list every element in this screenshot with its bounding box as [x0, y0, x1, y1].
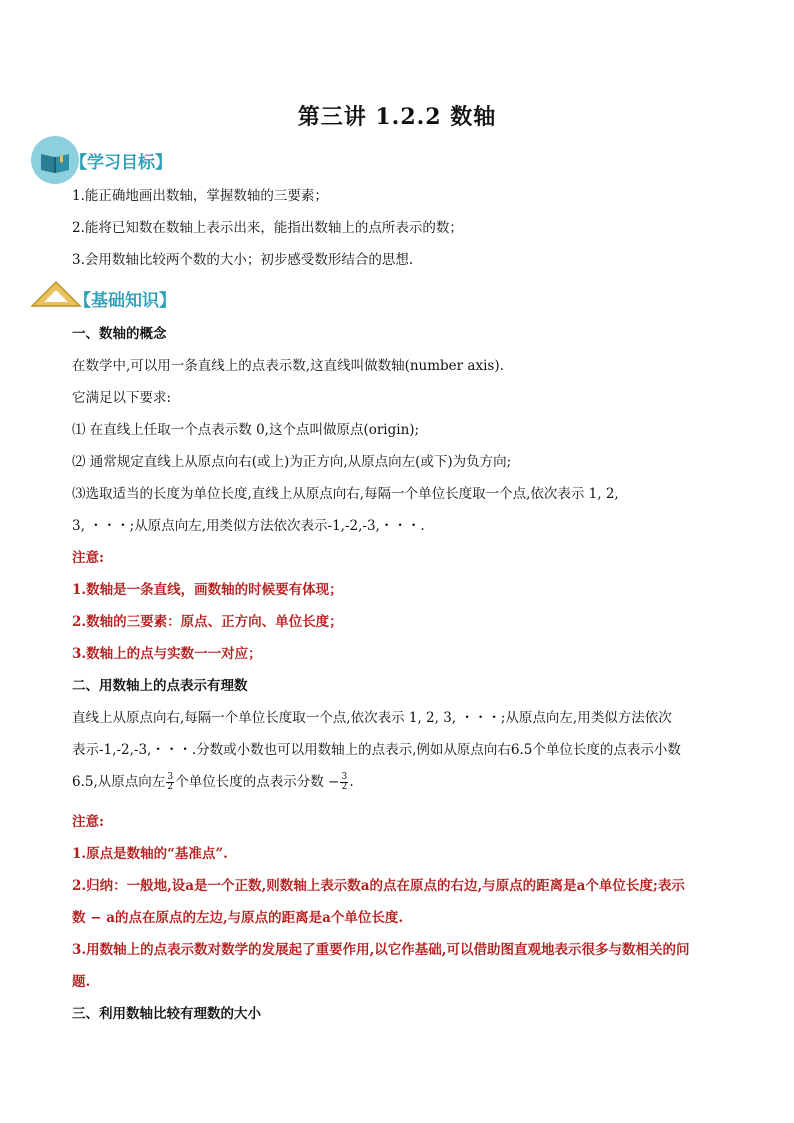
note-2-label: 注意: — [72, 814, 104, 830]
requirement-3-line-2: 3, ・・・;从原点向左,用类似方法依次表示-1,-2,-3,・・・. — [72, 518, 425, 534]
note-1-item: 2.数轴的三要素：原点、正方向、单位长度； — [72, 614, 343, 630]
section-3-title: 三、利用数轴比较有理数的大小 — [72, 1006, 261, 1022]
fraction-three-halves: $\frac{3}{2}$ — [341, 772, 348, 792]
requirement-2: ⑵ 通常规定直线上从原点向右(或上)为正方向,从原点向左(或下)为负方向; — [72, 454, 512, 470]
basics-heading: 【基础知识】 — [74, 291, 176, 311]
requirements-intro: 它满足以下要求: — [72, 390, 172, 406]
section-1-title: 一、数轴的概念 — [72, 326, 167, 342]
goal-item: 3.会用数轴比较两个数的大小；初步感受数形结合的思想. — [72, 252, 414, 268]
note-2-item-1: 1.原点是数轴的“基准点”. — [72, 846, 228, 862]
section-2-line-3: 6.5,从原点向左 $\frac{3}{2}$ 个单位长度的点表示分数 − $\frac{3}{2}$ . — [72, 772, 354, 792]
section-2-line-1: 直线上从原点向右,每隔一个单位长度取一个点,依次表示 1, 2, 3, ・・・;从原点向左,用类似方法依次 — [72, 710, 672, 726]
fraction-three-halves: $\frac{3}{2}$ — [167, 772, 174, 792]
section-2-title: 二、用数轴上的点表示有理数 — [72, 678, 248, 694]
goal-item: 2.能将已知数在数轴上表示出来，能指出数轴上的点所表示的数； — [72, 220, 463, 236]
axis-definition: 在数学中,可以用一条直线上的点表示数,这直线叫做数轴(number axis). — [72, 358, 504, 374]
goals-heading: 【学习目标】 — [70, 153, 172, 173]
note-2-item-2-line-1: 2.归纳：一般地,设a是一个正数,则数轴上表示数a的点在原点的右边,与原点的距离是a个单位长度;表示 — [72, 878, 685, 894]
section-2-line-2: 表示-1,-2,-3,・・・.分数或小数也可以用数轴上的点表示,例如从原点向右6.5个单位长度的点表示小数 — [72, 742, 681, 758]
section-2-line-3-text: 个单位长度的点表示分数 − — [175, 774, 340, 790]
basics-header — [30, 274, 230, 318]
note-1-item: 1.数轴是一条直线，画数轴的时候要有体现； — [72, 582, 343, 598]
section-2-line-3-text: 6.5,从原点向左 — [72, 774, 166, 790]
requirement-1: ⑴ 在直线上任取一个点表示数 0,这个点叫做原点(origin); — [72, 422, 420, 438]
note-2-item-2-line-2: 数 − a的点在原点的左边,与原点的距离是a个单位长度. — [72, 910, 404, 926]
page-title: 第三讲 1.2.2 数轴 — [297, 104, 497, 130]
goal-item: 1.能正确地画出数轴，掌握数轴的三要素； — [72, 188, 328, 204]
note-2-item-3-line-2: 题. — [72, 974, 91, 990]
note-1-item: 3.数轴上的点与实数一一对应； — [72, 646, 262, 662]
requirement-3-line-1: ⑶选取适当的长度为单位长度,直线上从原点向右,每隔一个单位长度取一个点,依次表示 1, 2, — [72, 486, 619, 502]
goals-header — [30, 136, 230, 180]
note-1-label: 注意: — [72, 550, 104, 566]
note-2-item-3-line-1: 3.用数轴上的点表示数对数学的发展起了重要作用,以它作基础,可以借助图直观地表示很多与数相关的问 — [72, 942, 690, 958]
